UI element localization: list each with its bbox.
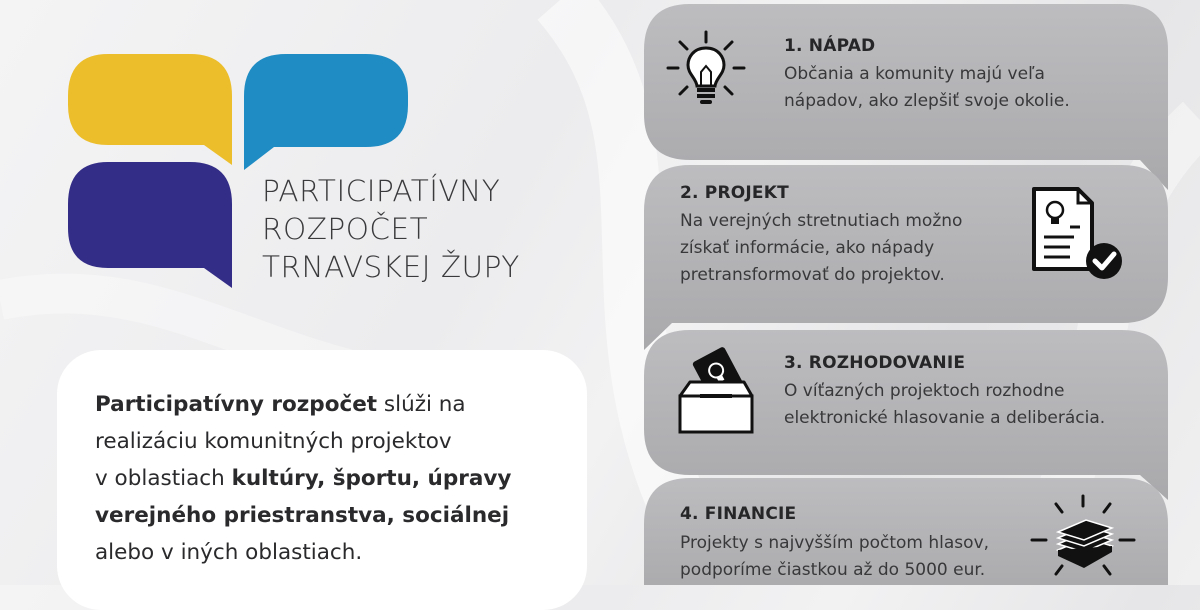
info-text-3: v oblastiach (95, 466, 232, 491)
step-4-line-2: podporíme čiastkou až do 5000 eur. (680, 560, 986, 580)
info-text-5: alebo v iných oblastiach. (95, 540, 363, 565)
info-text-1: slúži na (377, 392, 466, 417)
step-2-line-1: Na verejných stretnutiach možno (680, 211, 963, 231)
info-text-2: realizáciu komunitných projektov (95, 429, 452, 454)
step-2-line-3: pretransformovať do projektov. (680, 265, 945, 285)
step-1-title: 1. NÁPAD (784, 36, 876, 56)
step-1-line-2: nápadov, ako zlepšiť svoje okolie. (784, 91, 1070, 111)
info-bold-4: verejného priestranstva, sociálnej (95, 503, 510, 528)
lightbulb-icon (666, 30, 746, 110)
step-4-line-1: Projekty s najvyšším počtom hlasov, (680, 533, 990, 553)
document-check-icon (1030, 185, 1130, 285)
step-3-line-1: O víťazných projektoch rozhodne (784, 381, 1065, 401)
step-2-line-2: získať informácie, ako nápady (680, 238, 935, 258)
info-bold-1: Participatívny rozpočet (95, 392, 378, 417)
step-4-title: 4. FINANCIE (680, 504, 797, 524)
info-bold-3: kultúry, športu, úpravy (231, 466, 512, 491)
step-3-line-2: elektronické hlasovanie a deliberácia. (784, 408, 1106, 428)
logo-line-1: PARTICIPATÍVNY (262, 174, 501, 208)
logo-line-3: TRNAVSKEJ ŽUPY (262, 250, 520, 284)
logo-line-2: ROZPOČET (262, 212, 429, 246)
step-2-title: 2. PROJEKT (680, 183, 789, 203)
step-1-line-1: Občania a komunity majú veľa (784, 64, 1045, 84)
ballot-box-icon (676, 346, 756, 436)
step-3-title: 3. ROZHODOVANIE (784, 353, 966, 373)
money-stack-icon (1028, 494, 1138, 585)
